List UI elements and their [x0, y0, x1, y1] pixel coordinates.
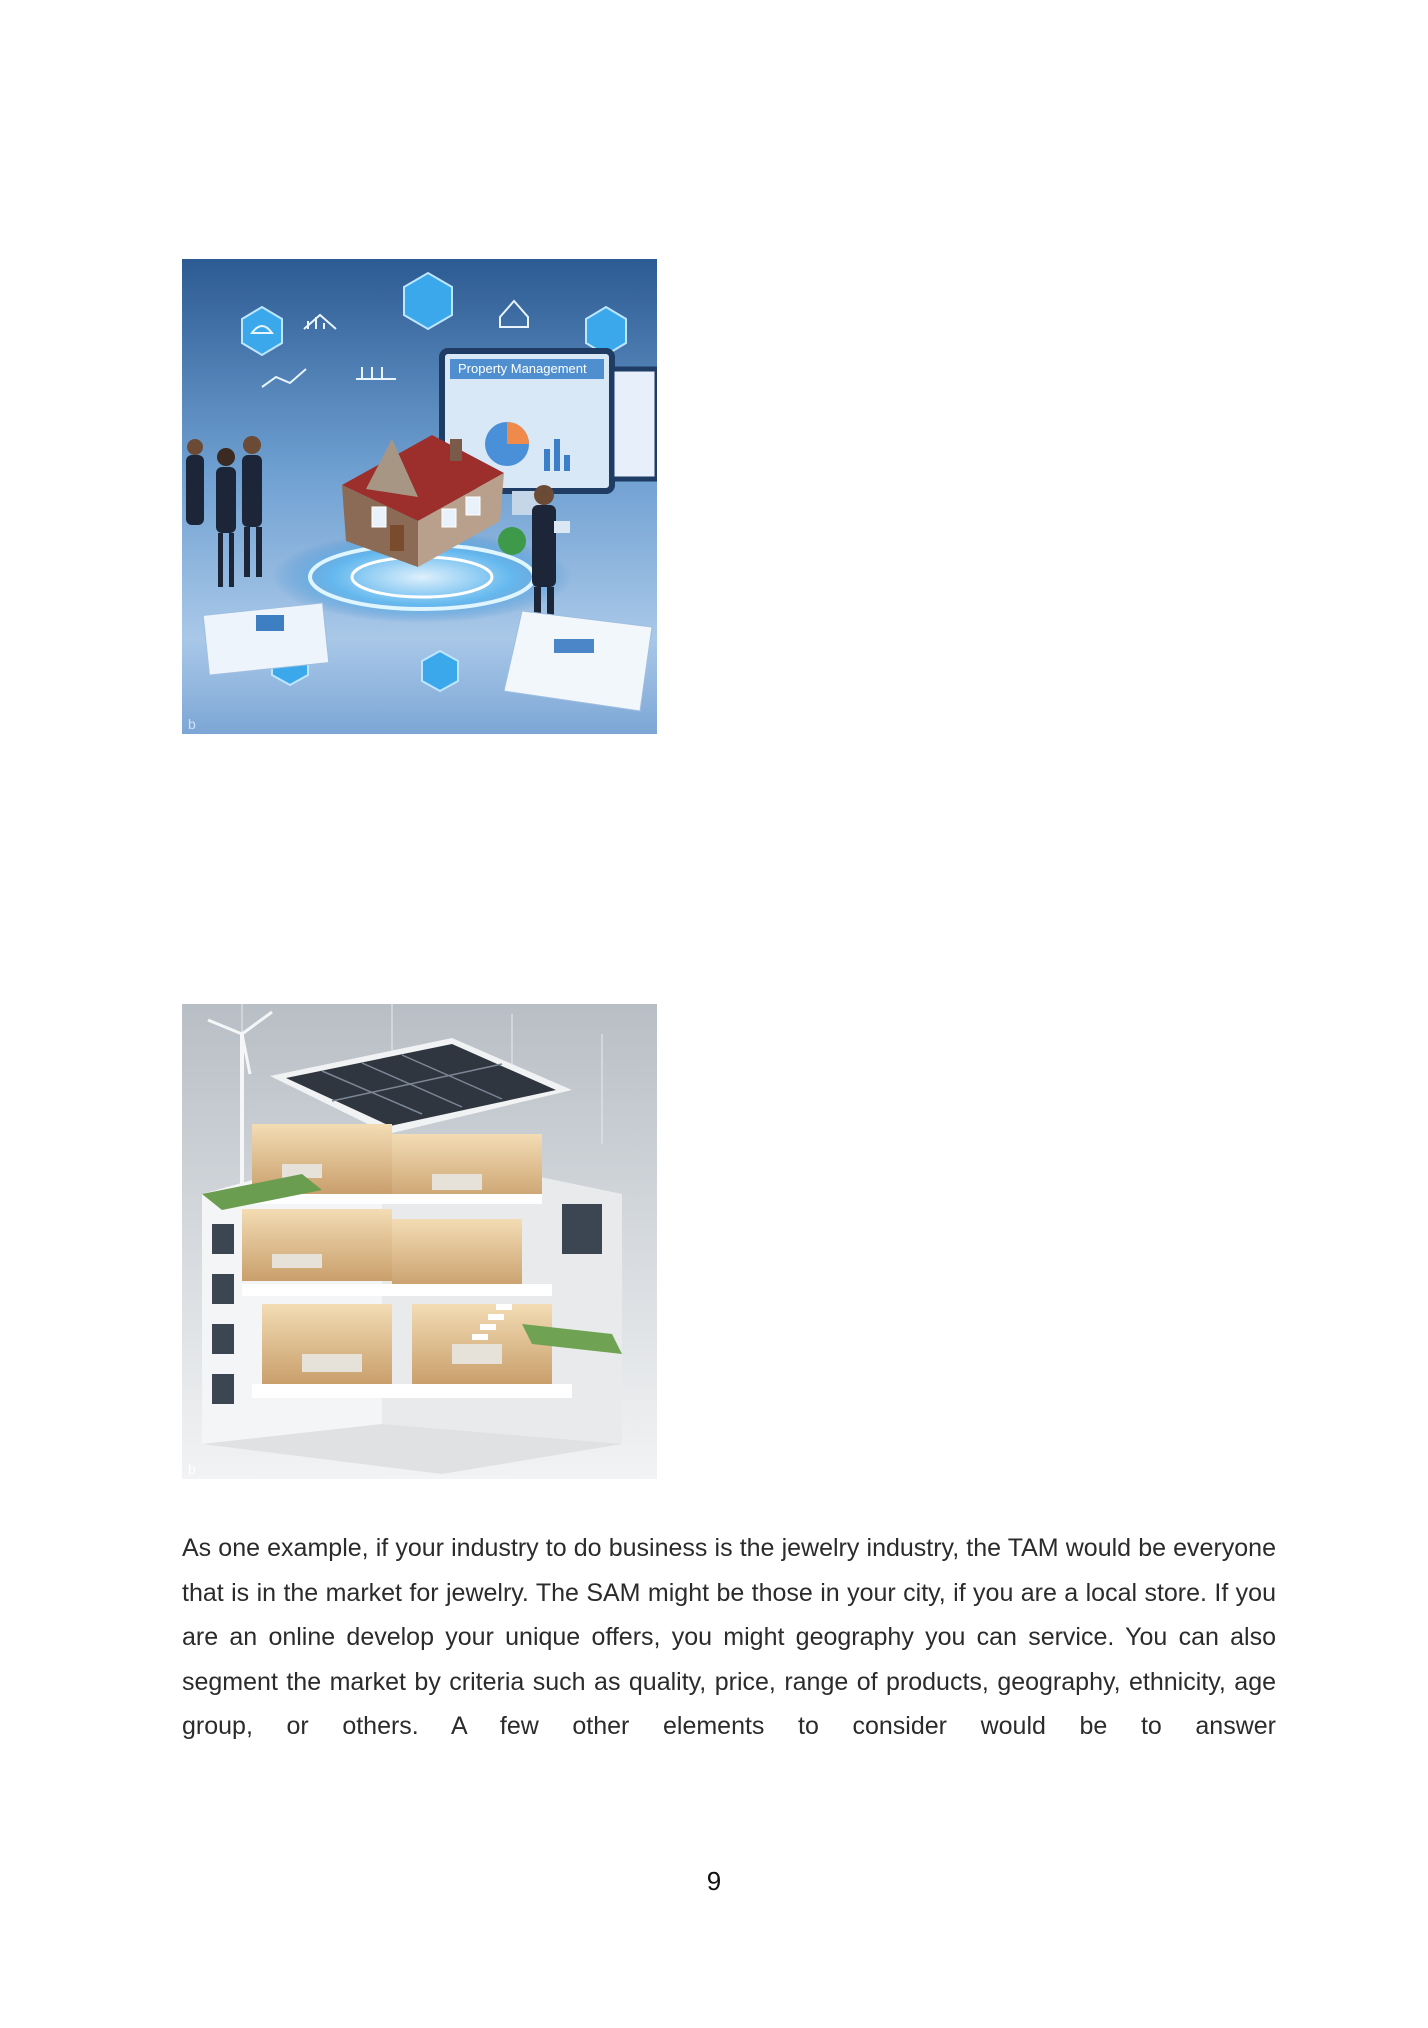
monitor-title: Property Management	[458, 361, 587, 376]
page-number: 9	[706, 1866, 722, 1896]
svg-text:b: b	[188, 1461, 196, 1477]
svg-text:b: b	[188, 716, 196, 732]
property-management-illustration	[182, 259, 657, 734]
smart-building-illustration	[182, 1004, 657, 1479]
body-paragraph: As one example, if your industry to do business is the jewelry industry, the TAM would be everyone that is in the market for jewelry. The SAM might be those in your city, if you are a local store. If you are an online develop your unique offers, you might geography you can service. You can also segment the market by criteria such as quality, price, range of products, geography, ethnicity, age group, or others. A few other elements to consider would be to answer	[182, 1534, 1276, 1741]
